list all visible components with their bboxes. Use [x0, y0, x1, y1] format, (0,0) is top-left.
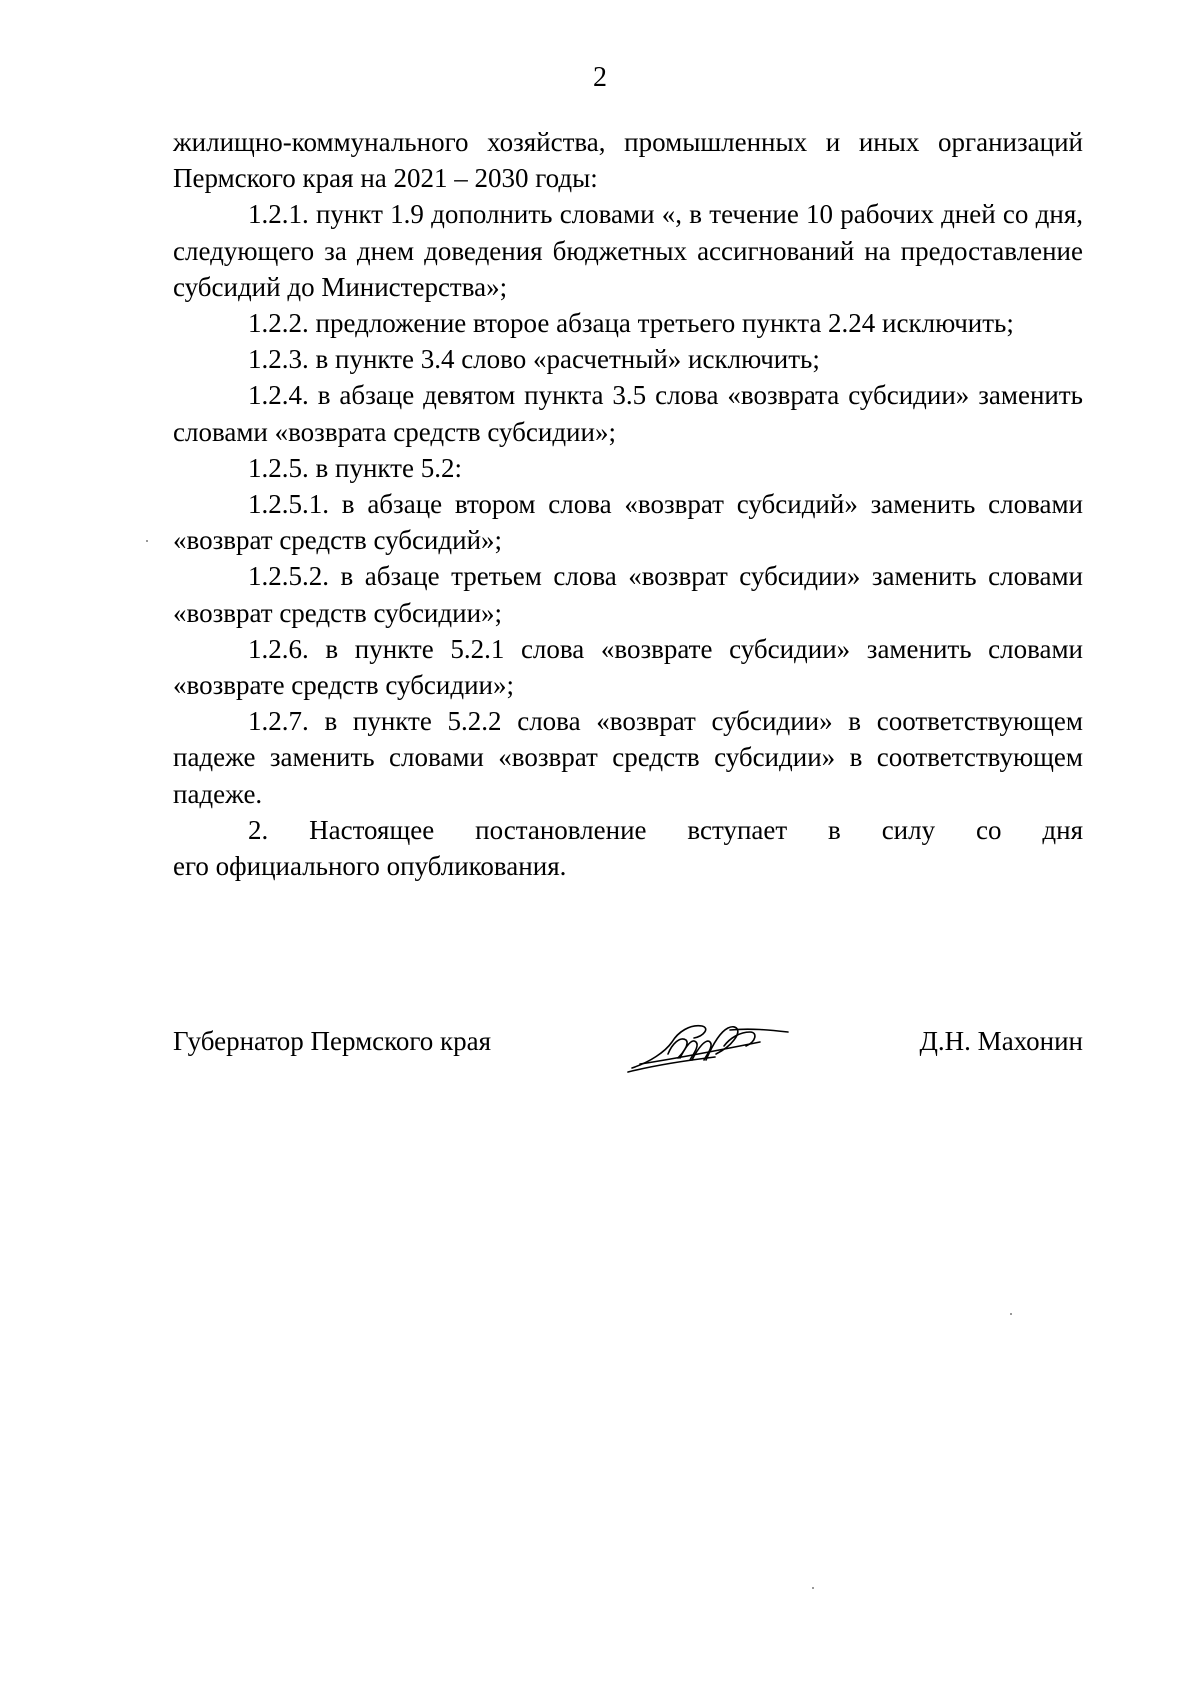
- paragraph-1-2-2: 1.2.2. предложение второе абзаца третьего пункта 2.24 исключить;: [248, 308, 1014, 339]
- paragraph-1-2-1: 1.2.1. пункт 1.9 дополнить словами «, в течение 10 рабочих дней со дня, следующего за днем доведения бюджетных ассигнований на предоставление субсидий до Министерства»;: [173, 199, 1083, 302]
- handwritten-signature: [620, 1002, 800, 1082]
- document-body: [173, 124, 1083, 884]
- paragraph-1-2-6: 1.2.6. в пункте 5.2.1 слова «возврате субсидии» заменить словами «возврате средств субсидии»;: [173, 633, 1083, 701]
- signatory-name: Д.Н. Махонин: [919, 1026, 1083, 1056]
- signature-block: [173, 1022, 1083, 1082]
- paragraph-1-2-7: 1.2.7. в пункте 5.2.2 слова «возврат субсидии» в соответствующем падеже заменить словами «возврат средств субсидии» в соответствующем падеже.: [173, 706, 1083, 809]
- scan-dot: [1010, 1313, 1012, 1315]
- scan-dot: [146, 540, 148, 542]
- paragraph-1-2-5: 1.2.5. в пункте 5.2:: [248, 452, 462, 483]
- paragraph-1-2-4: 1.2.4. в абзаце девятом пункта 3.5 слова «возврата субсидии» заменить словами «возврата средств субсидии»;: [173, 380, 1083, 447]
- paragraph-2-line2: его официального опубликования.: [173, 851, 567, 882]
- paragraph-1-2-5-1: 1.2.5.1. в абзаце втором слова «возврат субсидий» заменить словами «возврат средств субсидий»;: [173, 489, 1083, 556]
- paragraph-2-line1: 2. Настоящее постановление вступает в силу со дня: [248, 814, 1083, 845]
- paragraph-intro: жилищно-коммунального хозяйства, промышленных и иных организаций Пермского края на 2021 – 2030 годы:: [173, 127, 1083, 194]
- paragraph-1-2-5-2: 1.2.5.2. в абзаце третьем слова «возврат субсидии» заменить словами «возврат средств субсидии»;: [173, 561, 1083, 628]
- paragraph-1-2-3: 1.2.3. в пункте 3.4 слово «расчетный» исключить;: [248, 344, 820, 375]
- page-number: 2: [593, 62, 607, 93]
- signatory-title: Губернатор Пермского края: [173, 1026, 492, 1056]
- scan-dot: [812, 1587, 814, 1589]
